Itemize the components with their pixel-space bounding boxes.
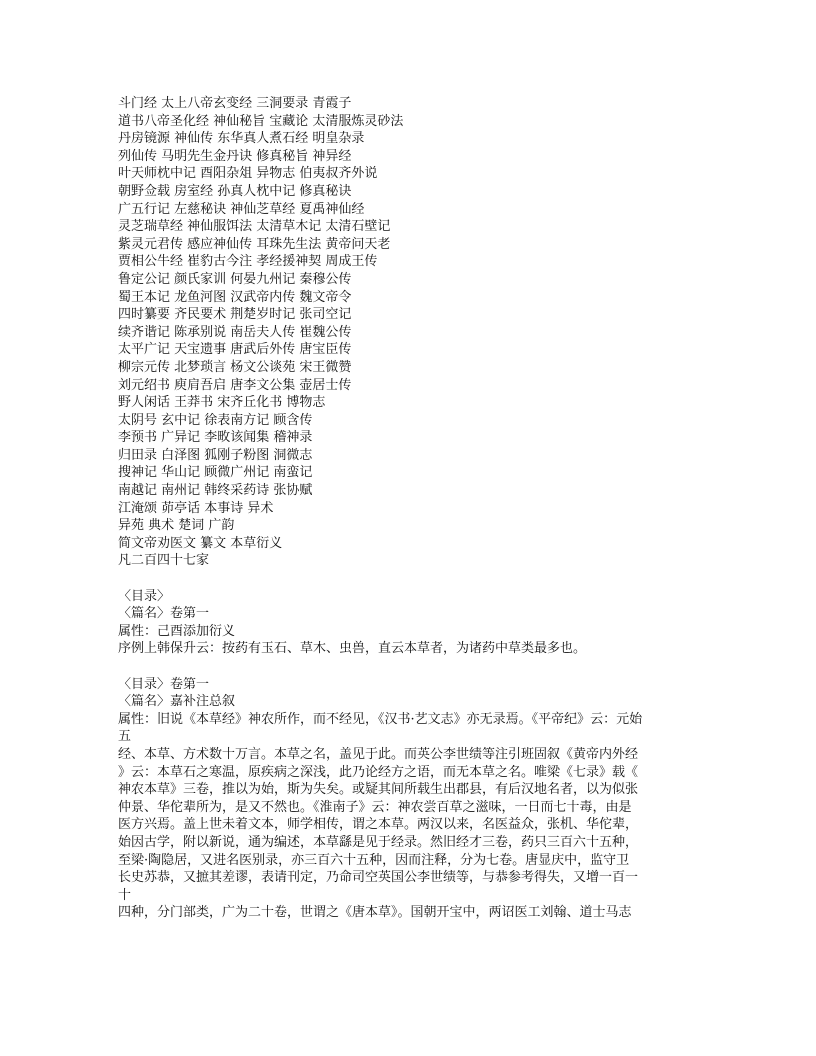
text-line: 序例上韩保升云：按药有玉石、草木、虫兽，直云本草者，为诸药中草类最多也。 bbox=[118, 641, 587, 657]
text-line: 五 bbox=[118, 729, 132, 745]
book-list-line: 李预书 广异记 李畋该闻集 稽神录 bbox=[118, 430, 313, 446]
book-list-line: 搜神记 华山记 顾微广州记 南蛮记 bbox=[118, 465, 313, 481]
text-line: 长史苏恭，又摭其差谬，表请刊定，乃命司空英国公李世绩等，与恭参考得失，又增一百一 bbox=[118, 870, 639, 886]
book-list-line: 列仙传 马明先生金丹诀 修真秘旨 神异经 bbox=[118, 148, 352, 164]
text-line: 至梁·陶隐居，又进名医别录，亦三百六十五种，因而注释，分为七卷。唐显庆中，监守卫 bbox=[118, 852, 630, 868]
book-list-line: 续齐谐记 陈承别说 南岳夫人传 崔魏公传 bbox=[118, 324, 352, 340]
book-list-line: 异苑 典术 楚词 广韵 bbox=[118, 518, 235, 534]
text-line: 〈篇名〉嘉补注总叙 bbox=[118, 694, 236, 710]
book-list-line: 朝野佥载 房室经 孙真人枕中记 修真秘诀 bbox=[118, 183, 352, 199]
book-list-line: 广五行记 左慈秘诀 神仙芝草经 夏禹神仙经 bbox=[118, 201, 365, 217]
book-list-line: 柳宗元传 北梦琐言 杨文公谈苑 宋王微赞 bbox=[118, 359, 352, 375]
book-list-line: 刘元绍书 庾肩吾启 唐李文公集 壶居士传 bbox=[118, 377, 352, 393]
spacer bbox=[118, 658, 718, 676]
book-list-line: 叶天师枕中记 酉阳杂俎 异物志 伯夷叔齐外说 bbox=[118, 166, 378, 182]
book-list-line: 太平广记 天宝遗事 唐武后外传 唐宝臣传 bbox=[118, 342, 352, 358]
text-line: 十 bbox=[118, 887, 132, 903]
book-list-line: 简文帝劝医文 纂文 本草衍义 bbox=[118, 535, 283, 551]
book-list-line: 蜀王本记 龙鱼河图 汉武帝内传 魏文帝令 bbox=[118, 289, 352, 305]
book-list-line: 丹房镜源 神仙传 东华真人煮石经 明皇杂录 bbox=[118, 131, 365, 147]
book-list-line: 南越记 南州记 韩终采药诗 张协赋 bbox=[118, 483, 313, 499]
book-list-line: 江淹颂 茆亭话 本事诗 异术 bbox=[118, 500, 274, 516]
text-line: 始因古学，附以新说，通为编述，本草繇是见于经录。然旧经才三卷，药只三百六十五种， bbox=[118, 834, 639, 850]
book-list-line: 灵芝瑞草经 神仙服饵法 太清草木记 太清石壁记 bbox=[118, 219, 391, 235]
book-list-line: 归田录 白泽图 狐刚子粉图 洞微志 bbox=[118, 447, 313, 463]
text-line: 仲景、华佗辈所为，是又不然也。《淮南子》云：神农尝百草之滋味，一日而七十毒，由是 bbox=[118, 799, 632, 815]
book-list-line: 道书八帝圣化经 神仙秘旨 宝藏论 太清服炼灵砂法 bbox=[118, 113, 404, 129]
book-list-line: 鲁定公记 颜氏家训 何晏九州记 秦穆公传 bbox=[118, 271, 352, 287]
text-line: 》云：本草石之寒温，原疾病之深浅，此乃论经方之语，而无本草之名。唯梁《七录》载《 bbox=[118, 764, 639, 780]
section-juan-1-general-introduction bbox=[118, 676, 718, 922]
book-list-line: 四时纂要 齐民要术 荆楚岁时记 张司空记 bbox=[118, 307, 352, 323]
text-line: 〈目录〉卷第一 bbox=[118, 676, 210, 692]
text-line: 〈篇名〉卷第一 bbox=[118, 606, 210, 622]
text-line: 医方兴焉。盖上世未着文本，师学相传，谓之本草。两汉以来，名医益众，张机、华佗辈， bbox=[118, 817, 639, 833]
book-list-line: 凡二百四十七家 bbox=[118, 553, 210, 569]
document-body bbox=[118, 95, 718, 922]
book-list-line: 斗门经 太上八帝玄变经 三洞要录 青霞子 bbox=[118, 96, 352, 111]
book-list-line: 紫灵元君传 感应神仙传 耳珠先生法 黄帝问天老 bbox=[118, 236, 391, 252]
text-line: 属性：旧说《本草经》神农所作，而不经见，《汉书·艺文志》亦无录焉。《平帝纪》云：元始 bbox=[118, 711, 643, 727]
text-line: 神农本草》三卷，推以为始，斯为失矣。或疑其间所载生出郡县，有后汉地名者，以为似张 bbox=[118, 782, 639, 798]
text-line: 〈目录〉 bbox=[118, 588, 171, 604]
text-line: 属性：己酉添加衍义 bbox=[118, 623, 236, 639]
text-line: 经、本草、方术数十万言。本草之名，盖见于此。而英公李世绩等注引班固叙《黄帝内外经 bbox=[118, 746, 639, 762]
spacer bbox=[118, 570, 718, 588]
text-line: 四种，分门部类，广为二十卷，世谓之《唐本草》。国朝开宝中，两诏医工刘翰、道士马志 bbox=[118, 905, 632, 921]
book-list-line: 贾相公牛经 崔豹古今注 孝经援神契 周成王传 bbox=[118, 254, 378, 270]
book-list-line: 太阴号 玄中记 徐表南方记 顾含传 bbox=[118, 412, 313, 428]
book-list bbox=[118, 95, 718, 570]
section-juan-1-preface bbox=[118, 588, 718, 658]
book-list-line: 野人闲话 王莽书 宋齐丘化书 博物志 bbox=[118, 395, 326, 411]
